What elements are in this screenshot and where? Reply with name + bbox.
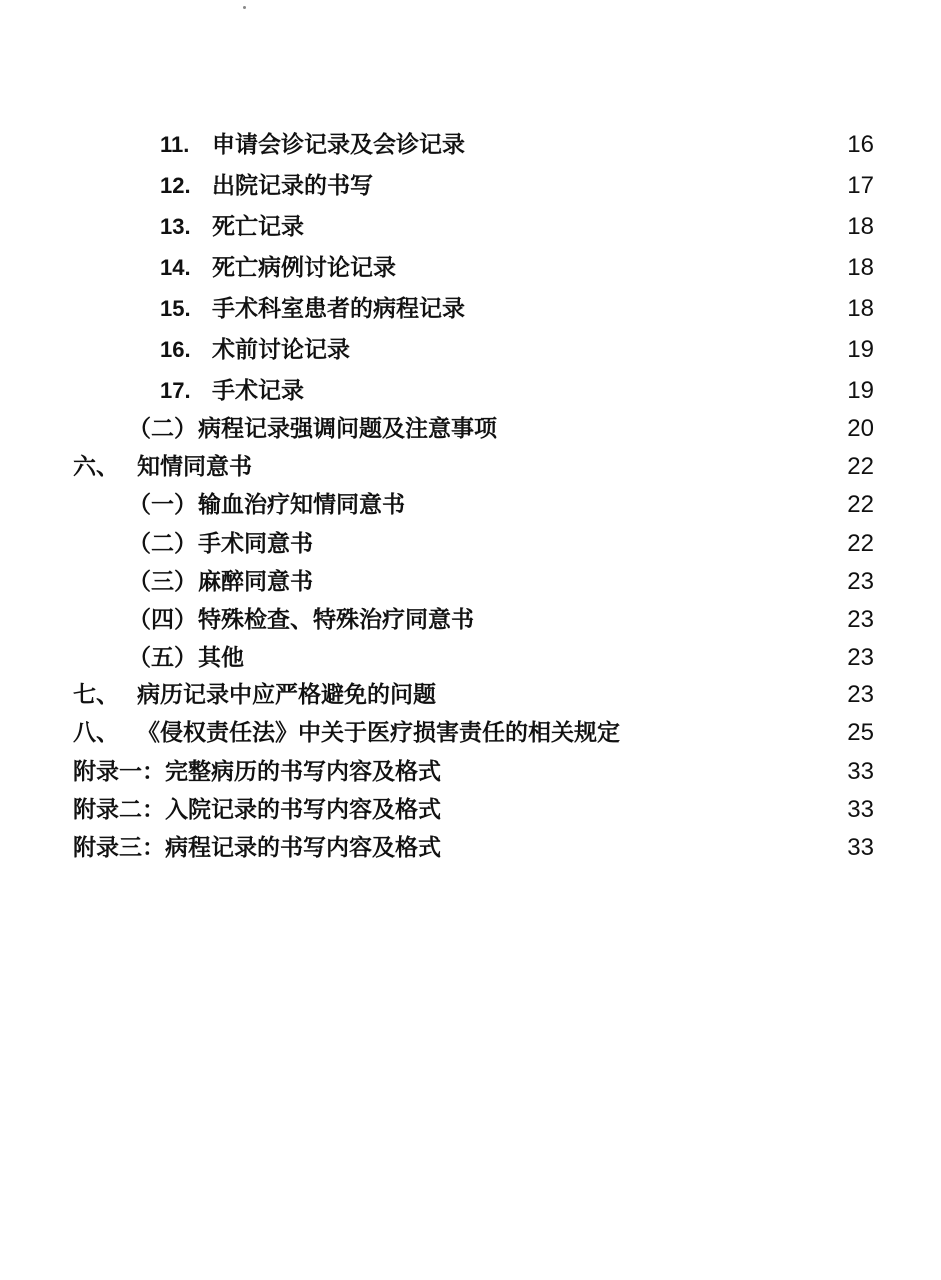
toc-entry[interactable] (0, 791, 941, 829)
toc-entry[interactable] (0, 829, 941, 867)
toc-entry-page: 23 (847, 568, 874, 595)
toc-entry-page: 19 (847, 336, 874, 363)
toc-entry[interactable] (0, 639, 941, 677)
toc-entry-page: 18 (847, 254, 874, 281)
toc-entry-page: 25 (847, 719, 874, 746)
toc-entry-number: 16. (160, 337, 191, 362)
toc-entry-number: 11. (160, 132, 190, 157)
toc-entry-title: 麻醉同意书 (198, 569, 313, 595)
toc-entry-page: 33 (847, 834, 874, 861)
toc-entry-page: 22 (847, 530, 874, 557)
toc-entry-page: 22 (847, 491, 874, 518)
toc-entry-number: 17. (160, 378, 191, 403)
toc-entry-title: 手术同意书 (198, 531, 313, 557)
toc-entry-page: 33 (847, 796, 874, 823)
toc-entry-title: 申请会诊记录及会诊记录 (212, 132, 465, 158)
toc-entry-page: 33 (847, 758, 874, 785)
toc-entry-title: 知情同意书 (137, 454, 252, 480)
toc-entry[interactable] (0, 249, 941, 287)
toc-entry[interactable] (0, 676, 941, 714)
toc-entry-number: 八、 (73, 720, 119, 746)
toc-entry[interactable] (0, 290, 941, 328)
toc-entry-page: 17 (847, 172, 874, 199)
toc-entry[interactable] (0, 167, 941, 205)
toc-entry-page: 23 (847, 681, 874, 708)
toc-entry-page: 22 (847, 453, 874, 480)
toc-entry[interactable] (0, 525, 941, 563)
toc-entry-page: 18 (847, 213, 874, 240)
toc-entry[interactable] (0, 486, 941, 524)
toc-entry-title: 手术记录 (212, 378, 304, 404)
toc-entry[interactable] (0, 601, 941, 639)
toc-entry[interactable] (0, 372, 941, 410)
toc-entry-title: 病程记录强调问题及注意事项 (198, 416, 497, 442)
toc-entry-page: 19 (847, 377, 874, 404)
toc-entry-number: 15. (160, 296, 191, 321)
toc-entry[interactable] (0, 714, 941, 752)
toc-entry-title: 附录一：完整病历的书写内容及格式 (73, 759, 441, 785)
toc-entry-title: 输血治疗知情同意书 (198, 492, 405, 518)
toc-entry[interactable] (0, 410, 941, 448)
toc-entry-number: 六、 (73, 454, 119, 480)
toc-entry-title: 术前讨论记录 (212, 337, 350, 363)
toc-entry-title: 附录二：入院记录的书写内容及格式 (73, 797, 441, 823)
toc-entry-number: （四） (128, 607, 197, 633)
toc-entry[interactable] (0, 753, 941, 791)
toc-entry[interactable] (0, 208, 941, 246)
toc-entry-number: （二） (128, 531, 197, 557)
toc-entry-title: 死亡病例讨论记录 (212, 255, 396, 281)
toc-entry-title: 手术科室患者的病程记录 (212, 296, 465, 322)
toc-entry-title: 其他 (198, 645, 244, 671)
toc-entry-title: 附录三：病程记录的书写内容及格式 (73, 835, 441, 861)
toc-entry-number: 14. (160, 255, 191, 280)
toc-entry[interactable] (0, 126, 941, 164)
toc-entry-page: 23 (847, 644, 874, 671)
toc-entry-title: 病历记录中应严格避免的问题 (137, 682, 436, 708)
toc-entry[interactable] (0, 331, 941, 369)
toc-entry[interactable] (0, 563, 941, 601)
toc-entry-number: 12. (160, 173, 191, 198)
toc-entry-title: 死亡记录 (212, 214, 304, 240)
toc-entry-number: （一） (128, 492, 197, 518)
toc-entry-number: （五） (128, 645, 197, 671)
toc-entry[interactable] (0, 448, 941, 486)
toc-entry-title: 出院记录的书写 (212, 173, 373, 199)
toc-entry-title: 特殊检查、特殊治疗同意书 (198, 607, 474, 633)
toc-entry-page: 18 (847, 295, 874, 322)
toc-entry-number: （三） (128, 569, 197, 595)
toc-entry-page: 16 (847, 131, 874, 158)
toc-entry-page: 20 (847, 415, 874, 442)
toc-entry-page: 23 (847, 606, 874, 633)
toc-entry-number: 13. (160, 214, 191, 239)
toc-entry-number: （二） (128, 416, 197, 442)
toc-entry-number: 七、 (73, 682, 119, 708)
toc-entry-title: 《侵权责任法》中关于医疗损害责任的相关规定 (137, 720, 620, 746)
